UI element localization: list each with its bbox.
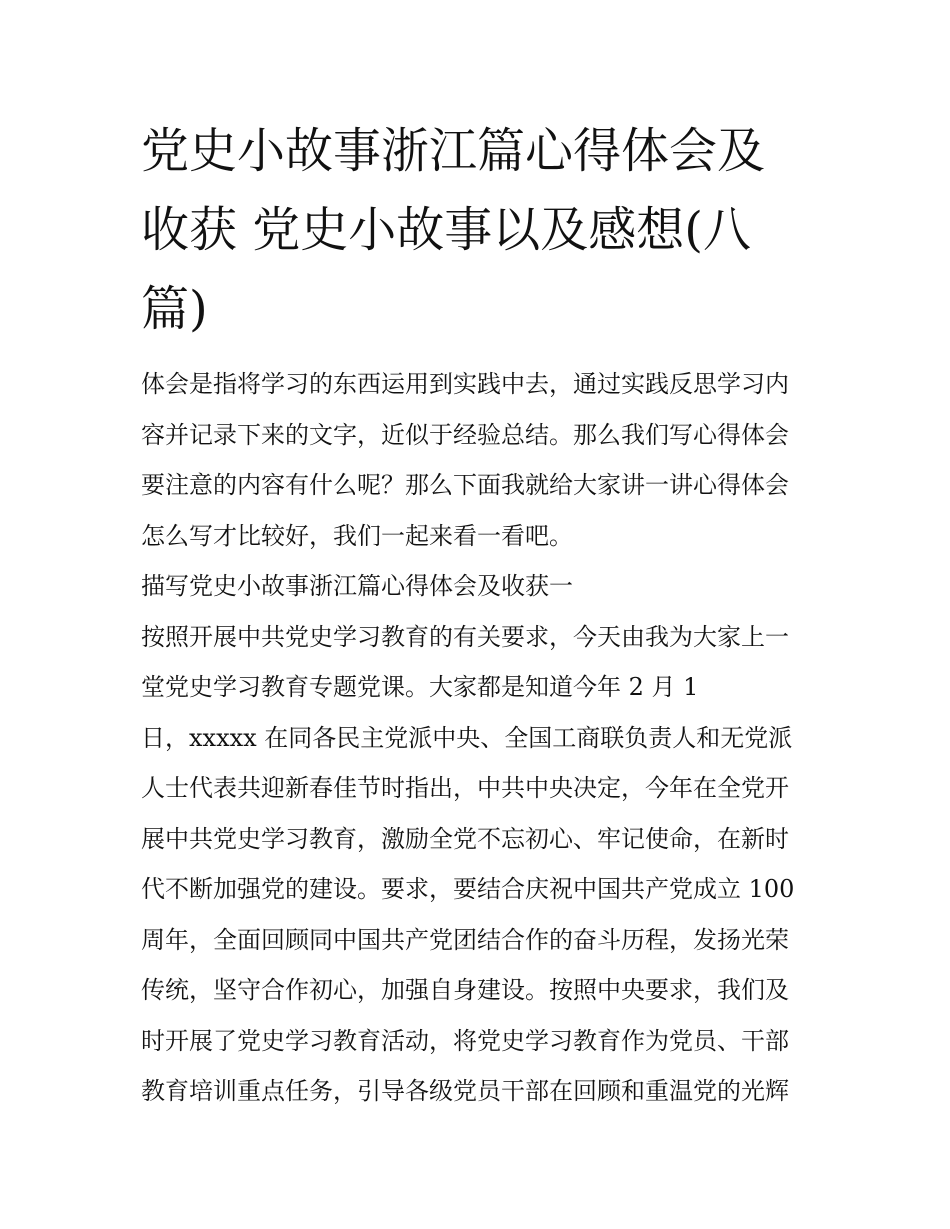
section-heading: 描写党史小故事浙江篇心得体会及收获一 — [141, 572, 573, 600]
document-content — [141, 112, 813, 1117]
body-line: 容并记录下来的文字，近似于经验总结。那么我们写心得体会 — [141, 420, 789, 449]
title-line: 党史小故事浙江篇心得体会及 — [141, 123, 766, 179]
body-line: 堂党史学习教育专题党课。大家都是知道今年 2 月 1 — [141, 673, 699, 701]
body-line: 展中共党史学习教育，激励全党不忘初心、牢记使命，在新时 — [141, 824, 789, 853]
title-line: 篇) — [141, 281, 208, 337]
body-line: 按照开展中共党史学习教育的有关要求，今天由我为大家上一 — [141, 622, 789, 651]
body-line: 教育培训重点任务，引导各级党员干部在回顾和重温党的光辉 — [141, 1077, 789, 1105]
body-line: 怎么写才比较好，我们一起来看一看吧。 — [141, 521, 573, 550]
body-line: 代不断加强党的建设。要求，要结合庆祝中国共产党成立 100 — [141, 875, 795, 903]
body-line: 周年，全面回顾同中国共产党团结合作的奋斗历程，发扬光荣 — [141, 925, 789, 954]
body-line: 要注意的内容有什么呢？那么下面我就给大家讲一讲心得体会 — [141, 471, 789, 499]
body-line: 人士代表共迎新春佳节时指出，中共中央决定，今年在全党开 — [141, 774, 789, 802]
body-line: 时开展了党史学习教育活动，将党史学习教育作为党员、干部 — [141, 1026, 789, 1055]
body-line: 日，xxxxx 在同各民主党派中央、全国工商联负责人和无党派 — [141, 723, 793, 752]
title-line: 收获 党史小故事以及感想(八 — [141, 202, 751, 258]
body-line: 传统，坚守合作初心，加强自身建设。按照中央要求，我们及 — [141, 976, 789, 1004]
body-line: 体会是指将学习的东西运用到实践中去，通过实践反思学习内 — [141, 370, 789, 398]
document-title — [141, 112, 813, 349]
document-body — [141, 359, 813, 1117]
